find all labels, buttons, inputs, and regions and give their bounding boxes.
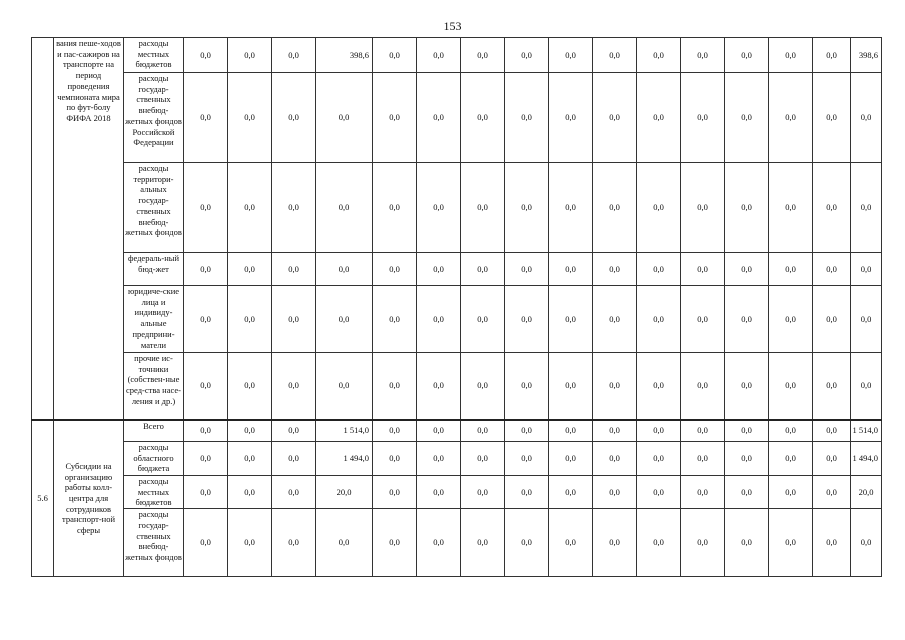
- value-cell: 0,0: [505, 73, 549, 163]
- value-cell: 0,0: [184, 509, 228, 577]
- value-cell: 0,0: [272, 476, 316, 509]
- funding-source-cell: прочие ис-точники (собствен-ные сред-ства насе-ления и др.): [124, 353, 184, 420]
- value-cell: 0,0: [593, 353, 637, 420]
- value-cell: 0,0: [228, 353, 272, 420]
- value-cell: 0,0: [505, 286, 549, 353]
- value-cell: 0,0: [417, 442, 461, 476]
- table-row: [32, 38, 882, 73]
- value-cell: 0,0: [316, 253, 373, 286]
- value-cell: 0,0: [813, 509, 851, 577]
- value-cell: 0,0: [505, 476, 549, 509]
- funding-source-cell: расходы государ-ственных внебюд-жетных фондов: [124, 509, 184, 577]
- value-cell: 0,0: [593, 286, 637, 353]
- value-cell: 0,0: [637, 163, 681, 253]
- value-cell: 0,0: [228, 286, 272, 353]
- value-cell: 0,0: [373, 253, 417, 286]
- value-cell: 0,0: [373, 476, 417, 509]
- table-row: [32, 253, 882, 286]
- table-row: [32, 420, 882, 442]
- value-cell: 0,0: [373, 509, 417, 577]
- value-cell: 0,0: [725, 353, 769, 420]
- value-cell: 0,0: [316, 73, 373, 163]
- value-cell: 0,0: [417, 509, 461, 577]
- funding-source-cell: федераль-ный бюд-жет: [124, 253, 184, 286]
- value-cell: 0,0: [593, 509, 637, 577]
- table-row: [32, 163, 882, 253]
- value-cell: 0,0: [549, 509, 593, 577]
- value-cell: 0,0: [681, 163, 725, 253]
- value-cell: 0,0: [637, 509, 681, 577]
- value-cell: 0,0: [184, 253, 228, 286]
- table-row: [32, 286, 882, 353]
- funding-source-cell: Всего: [124, 420, 184, 442]
- value-cell: 0,0: [417, 353, 461, 420]
- value-cell: 0,0: [228, 163, 272, 253]
- value-cell: 0,0: [184, 286, 228, 353]
- item-number-cell: 5.6: [32, 420, 54, 577]
- value-cell: 0,0: [417, 38, 461, 73]
- value-cell: 0,0: [769, 420, 813, 442]
- value-cell: 0,0: [417, 163, 461, 253]
- funding-source-cell: расходы областного бюджета: [124, 442, 184, 476]
- budget-table: [31, 37, 882, 577]
- value-cell: 0,0: [851, 73, 882, 163]
- table-row: [32, 509, 882, 577]
- funding-source-cell: юридиче-ские лица и индивиду-альные предприни-матели: [124, 286, 184, 353]
- value-cell: 0,0: [373, 420, 417, 442]
- value-cell: 0,0: [461, 163, 505, 253]
- item-number-cell: [32, 38, 54, 420]
- value-cell: 0,0: [373, 38, 417, 73]
- value-cell: 0,0: [272, 38, 316, 73]
- value-cell: 0,0: [228, 73, 272, 163]
- value-cell: 0,0: [593, 442, 637, 476]
- value-cell: 0,0: [417, 420, 461, 442]
- value-cell: 0,0: [769, 476, 813, 509]
- value-cell: 0,0: [461, 476, 505, 509]
- value-cell: 0,0: [725, 253, 769, 286]
- value-cell: 0,0: [725, 420, 769, 442]
- value-cell: 0,0: [813, 353, 851, 420]
- value-cell: 0,0: [725, 286, 769, 353]
- value-cell: 0,0: [505, 442, 549, 476]
- value-cell: 0,0: [272, 420, 316, 442]
- value-cell: 0,0: [725, 476, 769, 509]
- table-row: [32, 353, 882, 420]
- value-cell: 0,0: [184, 163, 228, 253]
- value-cell: 0,0: [593, 73, 637, 163]
- value-cell: 0,0: [461, 442, 505, 476]
- value-cell: 0,0: [184, 442, 228, 476]
- value-cell: 0,0: [272, 442, 316, 476]
- value-cell: 0,0: [813, 476, 851, 509]
- value-cell: 0,0: [681, 420, 725, 442]
- value-cell: 0,0: [184, 353, 228, 420]
- funding-source-cell: расходы местных бюджетов: [124, 38, 184, 73]
- value-cell: 0,0: [184, 73, 228, 163]
- value-cell: 0,0: [461, 38, 505, 73]
- value-cell: 0,0: [769, 442, 813, 476]
- value-cell: 0,0: [549, 73, 593, 163]
- value-cell: 0,0: [417, 73, 461, 163]
- value-cell: 0,0: [813, 253, 851, 286]
- value-cell: 0,0: [417, 286, 461, 353]
- value-cell: 0,0: [461, 509, 505, 577]
- value-cell: 0,0: [505, 253, 549, 286]
- value-cell: 20,0: [851, 476, 882, 509]
- value-cell: 0,0: [851, 286, 882, 353]
- value-cell: 0,0: [184, 420, 228, 442]
- value-cell: 0,0: [851, 253, 882, 286]
- value-cell: 0,0: [681, 442, 725, 476]
- item-name-cell: вания пеше-ходов и пас-сажиров на транспорте на период проведения чемпионата мира по фут-болу ФИФА 2018: [54, 38, 124, 420]
- value-cell: 0,0: [813, 286, 851, 353]
- value-cell: 0,0: [461, 253, 505, 286]
- value-cell: 0,0: [505, 353, 549, 420]
- value-cell: 0,0: [813, 73, 851, 163]
- value-cell: 0,0: [549, 253, 593, 286]
- value-cell: 0,0: [272, 353, 316, 420]
- value-cell: 0,0: [505, 509, 549, 577]
- value-cell: 20,0: [316, 476, 373, 509]
- value-cell: 0,0: [549, 38, 593, 73]
- value-cell: 0,0: [373, 353, 417, 420]
- value-cell: 0,0: [813, 163, 851, 253]
- value-cell: 0,0: [681, 353, 725, 420]
- value-cell: 0,0: [316, 509, 373, 577]
- value-cell: 0,0: [681, 286, 725, 353]
- table-row: [32, 476, 882, 509]
- value-cell: 0,0: [637, 73, 681, 163]
- value-cell: 0,0: [373, 442, 417, 476]
- value-cell: 398,6: [851, 38, 882, 73]
- value-cell: 0,0: [725, 163, 769, 253]
- value-cell: 0,0: [593, 253, 637, 286]
- value-cell: 0,0: [593, 163, 637, 253]
- value-cell: 0,0: [228, 253, 272, 286]
- value-cell: 398,6: [316, 38, 373, 73]
- value-cell: 0,0: [769, 163, 813, 253]
- value-cell: 0,0: [461, 420, 505, 442]
- funding-source-cell: расходы местных бюджетов: [124, 476, 184, 509]
- value-cell: 0,0: [417, 476, 461, 509]
- value-cell: 0,0: [681, 73, 725, 163]
- value-cell: 0,0: [505, 38, 549, 73]
- value-cell: 0,0: [316, 353, 373, 420]
- value-cell: 0,0: [373, 163, 417, 253]
- value-cell: 0,0: [637, 38, 681, 73]
- value-cell: 0,0: [184, 476, 228, 509]
- value-cell: 0,0: [417, 253, 461, 286]
- value-cell: 0,0: [637, 286, 681, 353]
- value-cell: 0,0: [228, 442, 272, 476]
- value-cell: 0,0: [461, 73, 505, 163]
- value-cell: 0,0: [637, 442, 681, 476]
- table-row: [32, 442, 882, 476]
- value-cell: 0,0: [316, 286, 373, 353]
- value-cell: 0,0: [637, 353, 681, 420]
- value-cell: 0,0: [549, 353, 593, 420]
- value-cell: 0,0: [725, 38, 769, 73]
- value-cell: 0,0: [316, 163, 373, 253]
- value-cell: 0,0: [549, 286, 593, 353]
- value-cell: 0,0: [813, 38, 851, 73]
- value-cell: 0,0: [681, 509, 725, 577]
- value-cell: 0,0: [272, 286, 316, 353]
- value-cell: 0,0: [593, 420, 637, 442]
- value-cell: 0,0: [769, 253, 813, 286]
- table-row: [32, 73, 882, 163]
- value-cell: 0,0: [769, 353, 813, 420]
- value-cell: 0,0: [549, 163, 593, 253]
- value-cell: 0,0: [637, 476, 681, 509]
- funding-source-cell: расходы государ-ственных внебюд-жетных фондов Российской Федерации: [124, 73, 184, 163]
- value-cell: 0,0: [725, 509, 769, 577]
- funding-source-cell: расходы территори-альных государ-ственных внебюд-жетных фондов: [124, 163, 184, 253]
- value-cell: 0,0: [228, 420, 272, 442]
- value-cell: 0,0: [272, 73, 316, 163]
- value-cell: 0,0: [813, 420, 851, 442]
- value-cell: 0,0: [549, 442, 593, 476]
- value-cell: 0,0: [461, 353, 505, 420]
- value-cell: 0,0: [593, 476, 637, 509]
- value-cell: 0,0: [681, 253, 725, 286]
- value-cell: 1 494,0: [851, 442, 882, 476]
- value-cell: 0,0: [769, 73, 813, 163]
- value-cell: 0,0: [725, 442, 769, 476]
- value-cell: 0,0: [851, 509, 882, 577]
- value-cell: 0,0: [637, 253, 681, 286]
- value-cell: 0,0: [228, 509, 272, 577]
- value-cell: 0,0: [681, 476, 725, 509]
- page-number: 153: [443, 19, 462, 33]
- value-cell: 0,0: [769, 509, 813, 577]
- value-cell: 0,0: [549, 420, 593, 442]
- value-cell: 0,0: [272, 509, 316, 577]
- value-cell: 0,0: [272, 253, 316, 286]
- value-cell: 0,0: [813, 442, 851, 476]
- value-cell: 0,0: [549, 476, 593, 509]
- value-cell: 0,0: [461, 286, 505, 353]
- value-cell: 1 514,0: [851, 420, 882, 442]
- value-cell: 0,0: [373, 73, 417, 163]
- value-cell: 0,0: [184, 38, 228, 73]
- value-cell: 0,0: [681, 38, 725, 73]
- value-cell: 1 514,0: [316, 420, 373, 442]
- value-cell: 0,0: [228, 38, 272, 73]
- value-cell: 0,0: [593, 38, 637, 73]
- value-cell: 1 494,0: [316, 442, 373, 476]
- value-cell: 0,0: [769, 38, 813, 73]
- value-cell: 0,0: [851, 163, 882, 253]
- value-cell: 0,0: [769, 286, 813, 353]
- item-name-cell: Субсидии на организацию работы колл-центра для сотрудников транспорт-ной сферы: [54, 420, 124, 577]
- value-cell: 0,0: [505, 163, 549, 253]
- value-cell: 0,0: [272, 163, 316, 253]
- value-cell: 0,0: [851, 353, 882, 420]
- value-cell: 0,0: [725, 73, 769, 163]
- value-cell: 0,0: [505, 420, 549, 442]
- value-cell: 0,0: [228, 476, 272, 509]
- value-cell: 0,0: [637, 420, 681, 442]
- value-cell: 0,0: [373, 286, 417, 353]
